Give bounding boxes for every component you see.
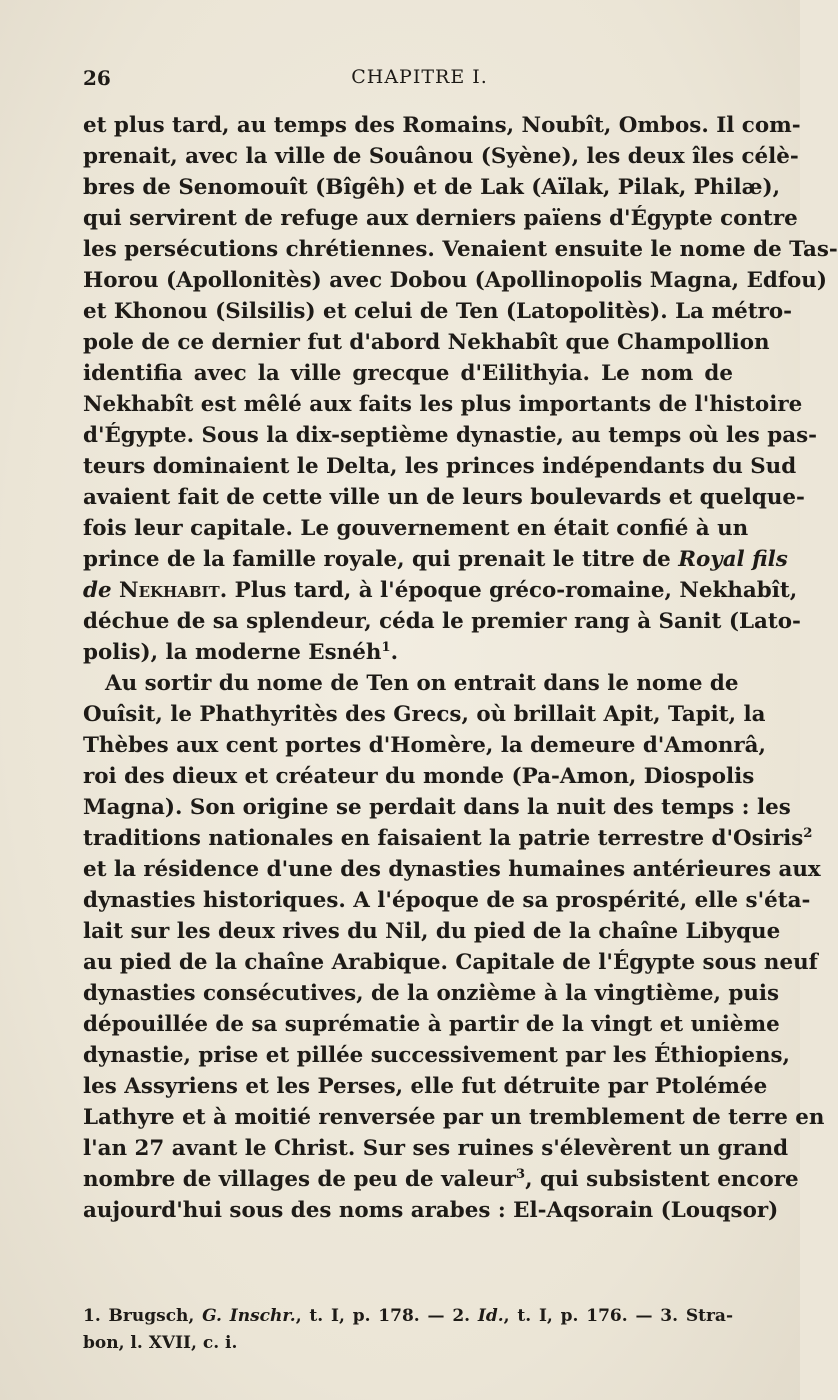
body-text	[83, 110, 838, 1226]
text-line: pole de ce dernier fut d'abord Nekhabît que Champollion	[83, 330, 770, 355]
text-line	[83, 823, 813, 854]
text-line	[83, 637, 733, 668]
footnote-line: bon, l. XVII, c. i.	[83, 1333, 238, 1353]
text-line: et la résidence d'une des dynasties humaines antérieures aux	[83, 857, 821, 882]
text-line: aujourd'hui sous des noms arabes : El-Aqsorain (Louqsor)	[83, 1198, 779, 1223]
text-line: qui servirent de refuge aux derniers païens d'Égypte contre	[83, 206, 798, 231]
line-text: prince de la famille royale, qui prenait le titre de	[83, 547, 671, 572]
footnotes	[83, 1303, 733, 1357]
text-line: fois leur capitale. Le gouvernement en était confié à un	[83, 516, 749, 541]
text-line: dépouillée de sa suprématie à partir de la vingt et unième	[83, 1012, 780, 1037]
footnote-ref: 2	[803, 825, 813, 841]
text-line: d'Égypte. Sous la dix-septième dynastie, au temps où les pas-	[83, 423, 817, 448]
text-line: Lathyre et à moitié renversée par un tremblement de terre en	[83, 1105, 825, 1130]
chapter-title: CHAPITRE I.	[351, 66, 488, 88]
text-line: avaient fait de cette ville un de leurs boulevards et quelque-	[83, 485, 805, 510]
footnote-italic: G. Inschr.	[202, 1306, 296, 1326]
text-line: et plus tard, au temps des Romains, Noubît, Ombos. Il com-	[83, 113, 801, 138]
italic-title: Royal fils	[678, 547, 788, 572]
text-line: les persécutions chrétiennes. Venaient ensuite le nome de Tas-	[83, 237, 838, 262]
footnote-text: 1. Brugsch,	[83, 1306, 203, 1326]
text-line: l'an 27 avant le Christ. Sur ses ruines s'élevèrent un grand	[83, 1136, 789, 1161]
text-line: bres de Senomouît (Bîgêh) et de Lak (Aïlak, Pilak, Philæ),	[83, 175, 781, 200]
text-line: lait sur les deux rives du Nil, du pied de la chaîne Libyque	[83, 919, 781, 944]
text-line: Ouîsit, le Phathyritès des Grecs, où brillait Apit, Tapit, la	[83, 702, 766, 727]
text-line: et Khonou (Silsilis) et celui de Ten (Latopolitès). La métro-	[83, 299, 793, 324]
footnote-text: , t. I, p. 178. — 2.	[295, 1306, 478, 1326]
text-line: Thèbes aux cent portes d'Homère, la demeure d'Amonrâ,	[83, 733, 766, 758]
text-line: identifia avec la ville grecque d'Eilithyia. Le nom de	[83, 361, 733, 386]
text-line: dynasties consécutives, de la onzième à la vingtième, puis	[83, 981, 780, 1006]
text-line: au pied de la chaîne Arabique. Capitale de l'Égypte sous neuf	[83, 950, 818, 975]
footnote-italic: Id.	[477, 1306, 504, 1326]
text-line: Magna). Son origine se perdait dans la nuit des temps : les	[83, 795, 791, 820]
footnote-ref: 1	[381, 639, 391, 655]
line-text: polis), la moderne Esnéh	[83, 640, 382, 665]
text-line	[83, 544, 788, 575]
text-line: Nekhabît est mêlé aux faits les plus importants de l'histoire	[83, 392, 803, 417]
line-text: traditions nationales en faisaient la patrie terrestre d'Osiris	[83, 826, 804, 851]
running-head	[83, 66, 736, 96]
text-line: roi des dieux et créateur du monde (Pa-Amon, Diospolis	[83, 764, 755, 789]
text-line	[83, 575, 798, 606]
line-text: . Plus tard, à l'époque gréco-romaine, Nekhabît,	[219, 578, 798, 603]
italic-word: de	[83, 578, 112, 603]
line-text: , qui subsistent encore	[525, 1167, 799, 1192]
text-line: teurs dominaient le Delta, les princes indépendants du Sud	[83, 454, 797, 479]
line-text: nombre de villages de peu de valeur	[83, 1167, 516, 1192]
footnote-ref: 3	[515, 1166, 526, 1182]
text-line: les Assyriens et les Perses, elle fut détruite par Ptolémée	[83, 1074, 768, 1099]
text-line: Au sortir du nome de Ten on entrait dans le nome de	[105, 671, 739, 696]
text-line	[83, 1164, 799, 1195]
footnote-line	[83, 1303, 733, 1330]
text-line: déchue de sa splendeur, céda le premier rang à Sanit (Lato-	[83, 609, 801, 634]
text-line: dynasties historiques. A l'époque de sa prospérité, elle s'éta-	[83, 888, 811, 913]
footnote-text: , t. I, p. 176. — 3. Stra-	[503, 1306, 733, 1326]
page-number: 26	[83, 66, 111, 90]
line-end: .	[390, 640, 399, 665]
smallcaps-name: Nekhabit	[119, 578, 220, 603]
text-line: Horou (Apollonitès) avec Dobou (Apollinopolis Magna, Edfou)	[83, 268, 827, 293]
text-line: prenait, avec la ville de Souânou (Syène), les deux îles célè-	[83, 144, 799, 169]
text-line: dynastie, prise et pillée successivement par les Éthiopiens,	[83, 1043, 790, 1068]
